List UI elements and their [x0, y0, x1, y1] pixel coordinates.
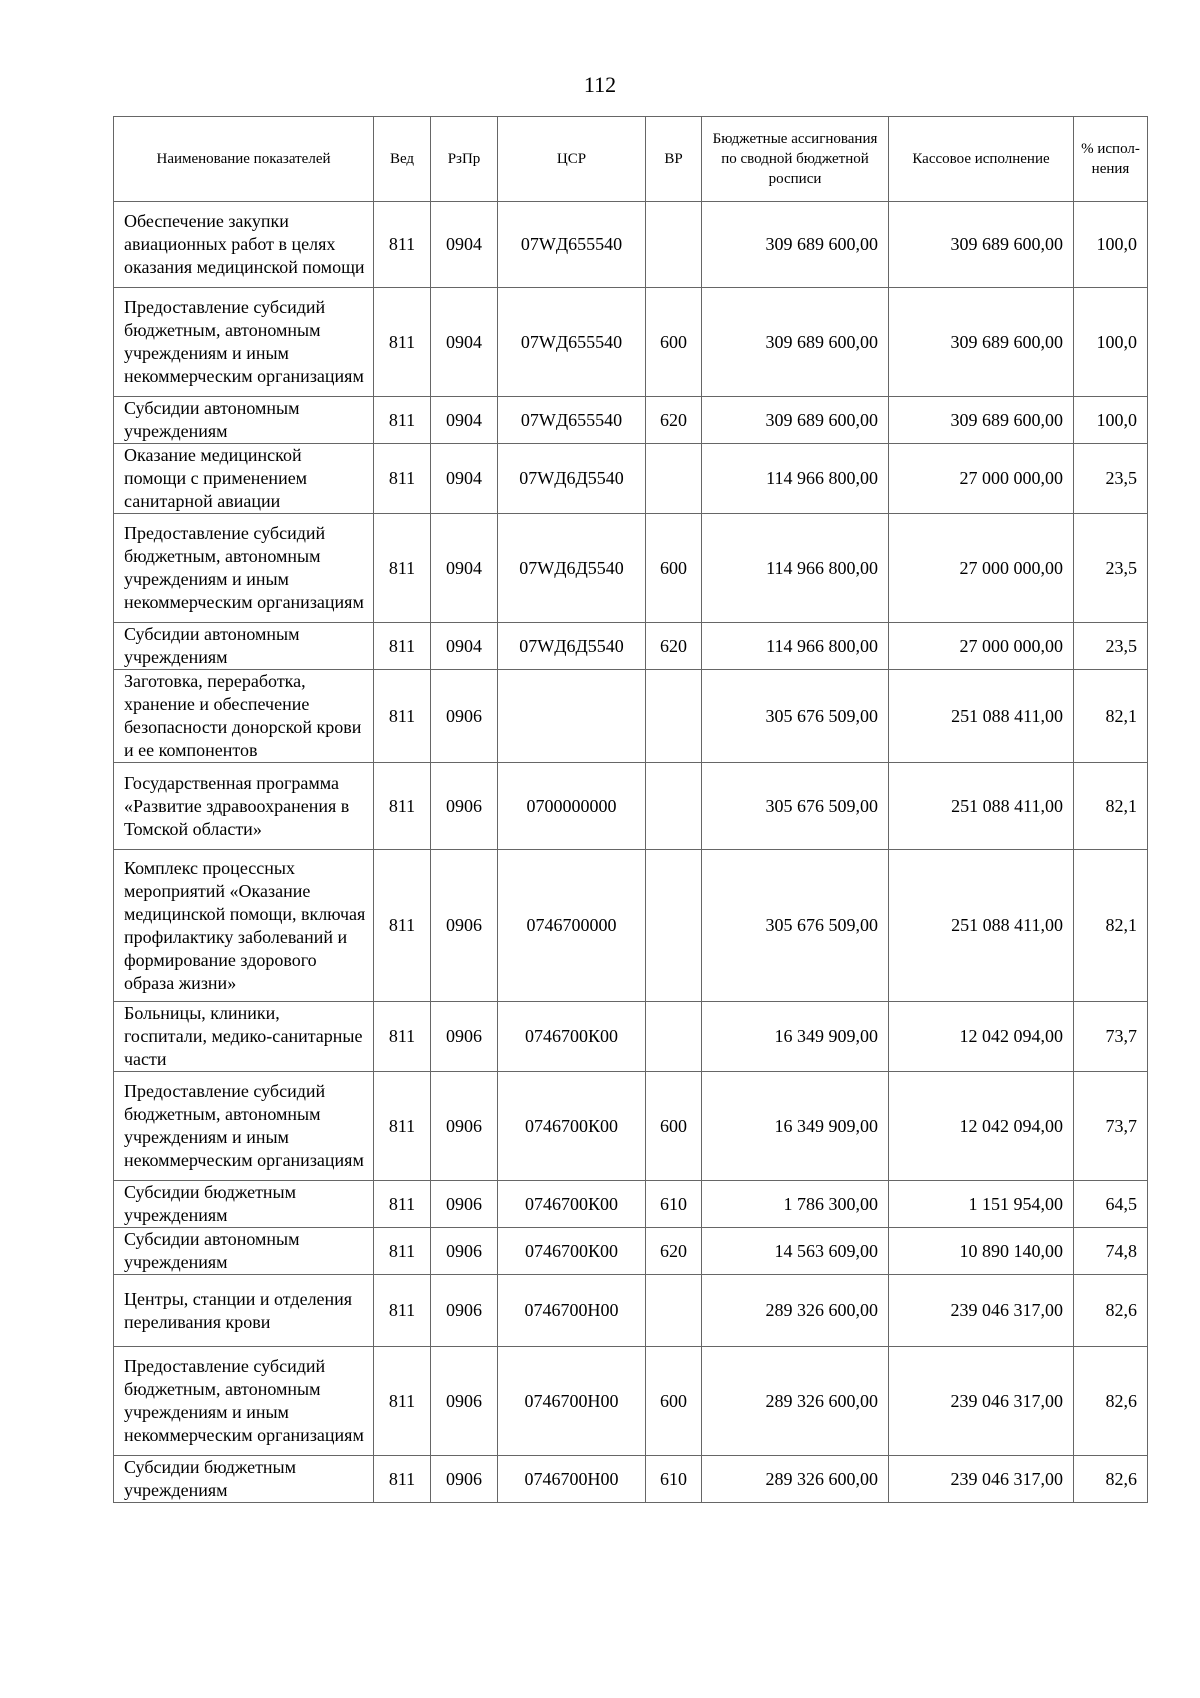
cell-ved: 811	[374, 1456, 431, 1503]
cell-cash-execution: 251 088 411,00	[889, 850, 1074, 1002]
table-row	[114, 397, 1148, 444]
cell-percent: 82,1	[1074, 850, 1148, 1002]
cell-ved: 811	[374, 850, 431, 1002]
cell-vr: 600	[646, 1347, 702, 1456]
cell-csr: 0700000000	[498, 763, 646, 850]
cell-vr	[646, 670, 702, 763]
header-ved: Вед	[374, 117, 431, 202]
cell-vr	[646, 850, 702, 1002]
cell-ved: 811	[374, 1072, 431, 1181]
table-row	[114, 202, 1148, 288]
cell-name: Больницы, клиники, госпитали, медико-санитарные части	[114, 1002, 374, 1072]
cell-csr: 07WД6Д5540	[498, 514, 646, 623]
cell-rzpr: 0906	[431, 763, 498, 850]
cell-cash-execution: 239 046 317,00	[889, 1275, 1074, 1347]
cell-ved: 811	[374, 397, 431, 444]
header-assignments: Бюджетные ассигнования по сводной бюджетной росписи	[702, 117, 889, 202]
cell-name: Предоставление субсидий бюджетным, автономным учреждениям и иным некоммерческим организациям	[114, 1347, 374, 1456]
header-rzpr: РзПр	[431, 117, 498, 202]
cell-percent: 73,7	[1074, 1002, 1148, 1072]
cell-assignments: 305 676 509,00	[702, 763, 889, 850]
cell-name: Субсидии автономным учреждениям	[114, 623, 374, 670]
cell-assignments: 14 563 609,00	[702, 1228, 889, 1275]
cell-percent: 82,1	[1074, 670, 1148, 763]
cell-name: Предоставление субсидий бюджетным, автономным учреждениям и иным некоммерческим организациям	[114, 1072, 374, 1181]
cell-percent: 100,0	[1074, 397, 1148, 444]
cell-name: Заготовка, переработка, хранение и обеспечение безопасности донорской крови и ее компонентов	[114, 670, 374, 763]
cell-csr: 07WД655540	[498, 288, 646, 397]
cell-ved: 811	[374, 514, 431, 623]
cell-name: Субсидии бюджетным учреждениям	[114, 1456, 374, 1503]
cell-rzpr: 0904	[431, 623, 498, 670]
table-row	[114, 670, 1148, 763]
cell-percent: 82,6	[1074, 1456, 1148, 1503]
cell-vr: 610	[646, 1456, 702, 1503]
cell-assignments: 16 349 909,00	[702, 1072, 889, 1181]
cell-cash-execution: 27 000 000,00	[889, 623, 1074, 670]
cell-rzpr: 0906	[431, 850, 498, 1002]
cell-ved: 811	[374, 1228, 431, 1275]
cell-assignments: 305 676 509,00	[702, 850, 889, 1002]
table-row	[114, 763, 1148, 850]
cell-ved: 811	[374, 1347, 431, 1456]
header-name: Наименование показателей	[114, 117, 374, 202]
cell-vr	[646, 763, 702, 850]
cell-vr	[646, 202, 702, 288]
cell-ved: 811	[374, 763, 431, 850]
cell-csr: 07WД6Д5540	[498, 444, 646, 514]
cell-percent: 100,0	[1074, 288, 1148, 397]
cell-name: Субсидии автономным учреждениям	[114, 397, 374, 444]
header-vr: ВР	[646, 117, 702, 202]
cell-cash-execution: 251 088 411,00	[889, 670, 1074, 763]
cell-csr	[498, 670, 646, 763]
cell-rzpr: 0906	[431, 1456, 498, 1503]
cell-rzpr: 0906	[431, 1347, 498, 1456]
cell-assignments: 289 326 600,00	[702, 1456, 889, 1503]
table-row	[114, 1228, 1148, 1275]
cell-name: Обеспечение закупки авиационных работ в целях оказания медицинской помощи	[114, 202, 374, 288]
cell-csr: 0746700К00	[498, 1228, 646, 1275]
cell-cash-execution: 27 000 000,00	[889, 514, 1074, 623]
header-csr: ЦСР	[498, 117, 646, 202]
cell-percent: 82,6	[1074, 1275, 1148, 1347]
cell-rzpr: 0904	[431, 288, 498, 397]
cell-percent: 23,5	[1074, 444, 1148, 514]
cell-assignments: 305 676 509,00	[702, 670, 889, 763]
table-row	[114, 1456, 1148, 1503]
table-row	[114, 514, 1148, 623]
cell-percent: 73,7	[1074, 1072, 1148, 1181]
cell-csr: 0746700Н00	[498, 1456, 646, 1503]
cell-cash-execution: 309 689 600,00	[889, 397, 1074, 444]
table-row	[114, 1181, 1148, 1228]
cell-percent: 82,6	[1074, 1347, 1148, 1456]
cell-percent: 74,8	[1074, 1228, 1148, 1275]
table-body	[114, 202, 1148, 1503]
cell-assignments: 289 326 600,00	[702, 1347, 889, 1456]
cell-percent: 82,1	[1074, 763, 1148, 850]
cell-assignments: 16 349 909,00	[702, 1002, 889, 1072]
cell-percent: 100,0	[1074, 202, 1148, 288]
cell-vr: 600	[646, 514, 702, 623]
cell-csr: 07WД655540	[498, 202, 646, 288]
cell-cash-execution: 12 042 094,00	[889, 1002, 1074, 1072]
cell-cash-execution: 309 689 600,00	[889, 288, 1074, 397]
cell-csr: 0746700Н00	[498, 1347, 646, 1456]
cell-ved: 811	[374, 288, 431, 397]
cell-csr: 0746700000	[498, 850, 646, 1002]
cell-name: Государственная программа «Развитие здравоохранения в Томской области»	[114, 763, 374, 850]
cell-rzpr: 0904	[431, 444, 498, 514]
cell-cash-execution: 10 890 140,00	[889, 1228, 1074, 1275]
cell-vr	[646, 444, 702, 514]
header-percent: % испол-нения	[1074, 117, 1148, 202]
cell-rzpr: 0906	[431, 1002, 498, 1072]
cell-name: Предоставление субсидий бюджетным, автономным учреждениям и иным некоммерческим организациям	[114, 514, 374, 623]
cell-csr: 07WД6Д5540	[498, 623, 646, 670]
cell-percent: 23,5	[1074, 623, 1148, 670]
cell-percent: 23,5	[1074, 514, 1148, 623]
cell-rzpr: 0906	[431, 1275, 498, 1347]
cell-percent: 64,5	[1074, 1181, 1148, 1228]
cell-cash-execution: 239 046 317,00	[889, 1347, 1074, 1456]
cell-ved: 811	[374, 1275, 431, 1347]
cell-csr: 0746700К00	[498, 1072, 646, 1181]
cell-rzpr: 0904	[431, 514, 498, 623]
cell-csr: 07WД655540	[498, 397, 646, 444]
cell-assignments: 309 689 600,00	[702, 202, 889, 288]
cell-ved: 811	[374, 1181, 431, 1228]
cell-assignments: 289 326 600,00	[702, 1275, 889, 1347]
table-row	[114, 288, 1148, 397]
cell-cash-execution: 27 000 000,00	[889, 444, 1074, 514]
cell-vr: 610	[646, 1181, 702, 1228]
table-row	[114, 1002, 1148, 1072]
cell-name: Предоставление субсидий бюджетным, автономным учреждениям и иным некоммерческим организациям	[114, 288, 374, 397]
cell-name: Субсидии бюджетным учреждениям	[114, 1181, 374, 1228]
cell-assignments: 309 689 600,00	[702, 397, 889, 444]
table-header-row	[114, 117, 1148, 202]
cell-rzpr: 0906	[431, 1181, 498, 1228]
table-row	[114, 850, 1148, 1002]
cell-vr: 620	[646, 397, 702, 444]
cell-assignments: 1 786 300,00	[702, 1181, 889, 1228]
cell-vr	[646, 1275, 702, 1347]
cell-ved: 811	[374, 623, 431, 670]
table-row	[114, 1347, 1148, 1456]
cell-assignments: 114 966 800,00	[702, 514, 889, 623]
cell-ved: 811	[374, 202, 431, 288]
cell-vr: 620	[646, 623, 702, 670]
cell-rzpr: 0904	[431, 397, 498, 444]
cell-ved: 811	[374, 1002, 431, 1072]
header-cash-execution: Кассовое исполнение	[889, 117, 1074, 202]
cell-vr: 600	[646, 288, 702, 397]
cell-name: Комплекс процессных мероприятий «Оказание медицинской помощи, включая профилактику заболеваний и формирование здорового образа жизни»	[114, 850, 374, 1002]
cell-name: Оказание медицинской помощи с применением санитарной авиации	[114, 444, 374, 514]
cell-vr	[646, 1002, 702, 1072]
cell-cash-execution: 309 689 600,00	[889, 202, 1074, 288]
cell-name: Субсидии автономным учреждениям	[114, 1228, 374, 1275]
cell-rzpr: 0906	[431, 1072, 498, 1181]
cell-ved: 811	[374, 444, 431, 514]
cell-rzpr: 0906	[431, 1228, 498, 1275]
table-row	[114, 623, 1148, 670]
cell-cash-execution: 12 042 094,00	[889, 1072, 1074, 1181]
cell-assignments: 114 966 800,00	[702, 444, 889, 514]
budget-execution-table	[113, 116, 1148, 1503]
cell-csr: 0746700Н00	[498, 1275, 646, 1347]
table-row	[114, 1275, 1148, 1347]
cell-vr: 620	[646, 1228, 702, 1275]
cell-name: Центры, станции и отделения переливания крови	[114, 1275, 374, 1347]
cell-cash-execution: 1 151 954,00	[889, 1181, 1074, 1228]
cell-cash-execution: 251 088 411,00	[889, 763, 1074, 850]
cell-rzpr: 0904	[431, 202, 498, 288]
table-row	[114, 444, 1148, 514]
cell-cash-execution: 239 046 317,00	[889, 1456, 1074, 1503]
cell-csr: 0746700К00	[498, 1002, 646, 1072]
cell-assignments: 309 689 600,00	[702, 288, 889, 397]
table-row	[114, 1072, 1148, 1181]
cell-assignments: 114 966 800,00	[702, 623, 889, 670]
page-number: 112	[583, 72, 617, 97]
cell-ved: 811	[374, 670, 431, 763]
cell-csr: 0746700К00	[498, 1181, 646, 1228]
cell-vr: 600	[646, 1072, 702, 1181]
cell-rzpr: 0906	[431, 670, 498, 763]
